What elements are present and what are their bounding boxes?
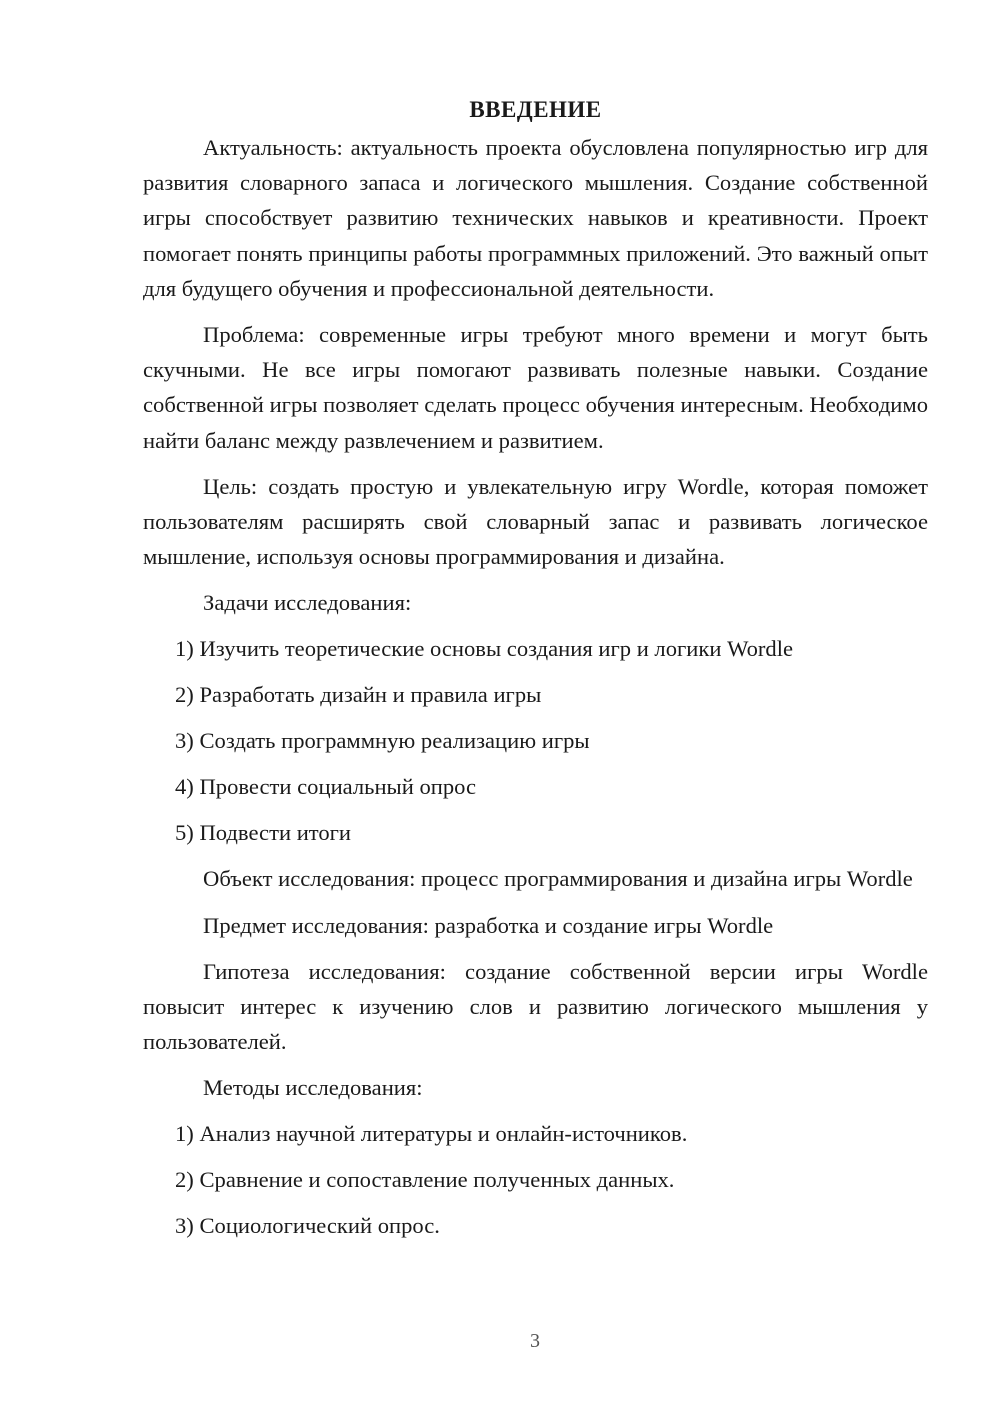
page-content [143,92,928,1254]
task-item: 5) Подвести итоги [175,820,352,846]
methods-heading: Методы исследования: [203,1075,423,1101]
object-paragraph: Объект исследования: процесс программирования и дизайна игры Wordle [203,866,913,892]
task-item: 1) Изучить теоретические основы создания игр и логики Wordle [175,636,794,662]
method-item: 2) Сравнение и сопоставление полученных данных. [175,1167,675,1193]
method-item: 3) Социологический опрос. [175,1213,440,1239]
method-item: 1) Анализ научной литературы и онлайн-источников. [175,1121,688,1147]
task-item: 3) Создать программную реализацию игры [175,728,590,754]
task-item: 2) Разработать дизайн и правила игры [175,682,542,708]
goal-paragraph: Цель: создать простую и увлекательную игру Wordle, которая поможет пользователям расширять свой словарный запас и развивать логическое мышление, используя основы программирования и дизайна. [143,473,928,570]
page-number: 3 [530,1330,540,1352]
page-title: ВВЕДЕНИЕ [469,97,602,122]
tasks-heading: Задачи исследования: [203,590,412,616]
relevance-paragraph: Актуальность: актуальность проекта обусловлена популярностью игр для развития словарного запаса и логического мышления. Создание собственной игры способствует развитию технических навыков и креативности. Проект помогает понять принципы работы программных приложений. Это важный опыт для будущего обучения и профессиональной деятельности. [143,135,928,301]
task-item: 4) Провести социальный опрос [175,774,477,800]
hypothesis-paragraph: Гипотеза исследования: создание собственной версии игры Wordle повысит интерес к изучению слов и развитию логического мышления у пользователей. [143,958,928,1055]
subject-paragraph: Предмет исследования: разработка и создание игры Wordle [203,912,774,938]
problem-paragraph: Проблема: современные игры требуют много времени и могут быть скучными. Не все игры помогают развивать полезные навыки. Создание собственной игры позволяет сделать процесс обучения интересным. Необходимо найти баланс между развлечением и развитием. [143,322,928,453]
